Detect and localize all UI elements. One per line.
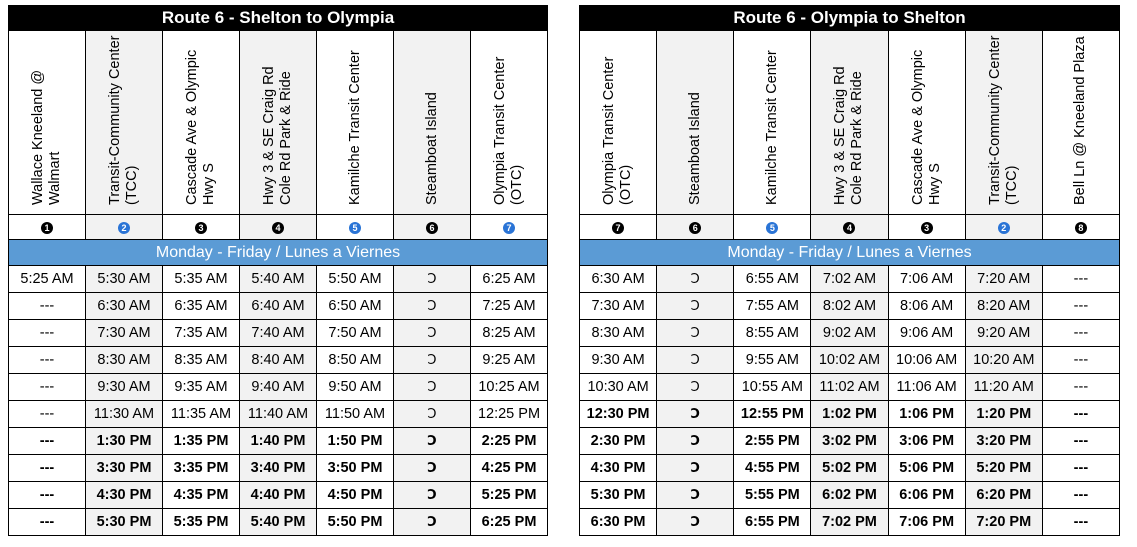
time-cell: 1:20 PM <box>965 401 1042 428</box>
time-cell: 2:55 PM <box>734 428 811 455</box>
stop-header <box>163 31 240 215</box>
time-cell: 10:02 AM <box>811 347 888 374</box>
stop-number-cell <box>811 215 888 240</box>
stop-number-cell <box>394 215 471 240</box>
time-cell: 7:02 AM <box>811 266 888 293</box>
time-cell: 11:02 AM <box>811 374 888 401</box>
time-cell: 3:50 PM <box>317 455 394 482</box>
time-cell: --- <box>9 482 86 509</box>
time-cell: 8:55 AM <box>734 320 811 347</box>
stop-name: Olympia Transit Center (OTC) <box>601 56 635 205</box>
time-cell: 6:02 PM <box>811 482 888 509</box>
time-cell: 11:35 AM <box>163 401 240 428</box>
table-row <box>9 374 548 401</box>
table-title: Route 6 - Olympia to Shelton <box>580 6 1120 31</box>
time-cell: 7:40 AM <box>240 320 317 347</box>
stop-name: Hwy 3 & SE Craig Rd Cole Rd Park & Ride <box>261 66 294 205</box>
flag-stop-symbol: Ↄ <box>394 509 471 536</box>
stop-name: Steamboat Island <box>423 92 440 205</box>
time-cell: 5:40 AM <box>240 266 317 293</box>
table-row <box>580 482 1120 509</box>
time-cell: 8:50 AM <box>317 347 394 374</box>
table-row <box>9 293 548 320</box>
stop-header <box>734 31 811 215</box>
table-row <box>580 428 1120 455</box>
time-cell: 10:55 AM <box>734 374 811 401</box>
stop-number-badge: 7 <box>612 222 624 234</box>
flag-stop-symbol: Ↄ <box>657 374 734 401</box>
time-cell: 11:30 AM <box>86 401 163 428</box>
stop-number-badge: 1 <box>41 222 53 234</box>
table-row <box>9 455 548 482</box>
time-cell: 1:02 PM <box>811 401 888 428</box>
table-row <box>580 320 1120 347</box>
time-cell: 12:30 PM <box>580 401 657 428</box>
time-cell: 5:30 AM <box>86 266 163 293</box>
time-cell: 8:30 AM <box>580 320 657 347</box>
time-cell: 9:35 AM <box>163 374 240 401</box>
time-cell: 6:40 AM <box>240 293 317 320</box>
time-cell: 5:06 PM <box>888 455 965 482</box>
time-cell: 5:55 PM <box>734 482 811 509</box>
time-cell: --- <box>1042 374 1119 401</box>
time-cell: 2:25 PM <box>471 428 548 455</box>
stop-header <box>86 31 163 215</box>
time-cell: 7:06 PM <box>888 509 965 536</box>
table-row <box>9 320 548 347</box>
flag-stop-symbol: Ↄ <box>657 455 734 482</box>
time-cell: --- <box>9 374 86 401</box>
time-cell: 9:55 AM <box>734 347 811 374</box>
time-cell: 3:06 PM <box>888 428 965 455</box>
time-cell: 5:25 PM <box>471 482 548 509</box>
time-cell: 5:25 AM <box>9 266 86 293</box>
time-cell: 5:20 PM <box>965 455 1042 482</box>
stop-number-cell <box>317 215 394 240</box>
time-cell: --- <box>1042 455 1119 482</box>
time-cell: 9:50 AM <box>317 374 394 401</box>
stop-number-badge: 4 <box>843 222 855 234</box>
time-cell: 7:20 AM <box>965 266 1042 293</box>
flag-stop-symbol: Ↄ <box>657 293 734 320</box>
time-cell: 6:20 PM <box>965 482 1042 509</box>
time-cell: 1:30 PM <box>86 428 163 455</box>
stop-name: Bell Ln @ Kneeland Plaza <box>1072 36 1089 205</box>
time-cell: 6:25 PM <box>471 509 548 536</box>
schedule-table-olympia-to-shelton <box>579 5 1120 536</box>
time-cell: 8:20 AM <box>965 293 1042 320</box>
time-cell: 6:55 PM <box>734 509 811 536</box>
time-cell: 10:25 AM <box>471 374 548 401</box>
time-cell: 12:25 PM <box>471 401 548 428</box>
time-cell: 6:25 AM <box>471 266 548 293</box>
flag-stop-symbol: Ↄ <box>657 401 734 428</box>
time-cell: 10:20 AM <box>965 347 1042 374</box>
stop-number-cell <box>86 215 163 240</box>
time-cell: 9:40 AM <box>240 374 317 401</box>
stop-number-badge: 6 <box>689 222 701 234</box>
stop-number-cell <box>734 215 811 240</box>
time-cell: --- <box>1042 320 1119 347</box>
stop-number-badge: 7 <box>503 222 515 234</box>
stop-header <box>580 31 657 215</box>
time-cell: 4:35 PM <box>163 482 240 509</box>
time-cell: 6:50 AM <box>317 293 394 320</box>
time-cell: 8:02 AM <box>811 293 888 320</box>
table-row <box>9 482 548 509</box>
time-cell: 7:55 AM <box>734 293 811 320</box>
time-cell: 5:40 PM <box>240 509 317 536</box>
time-cell: --- <box>1042 428 1119 455</box>
time-cell: 4:25 PM <box>471 455 548 482</box>
flag-stop-symbol: Ↄ <box>657 347 734 374</box>
time-cell: 3:02 PM <box>811 428 888 455</box>
stop-name: Hwy 3 & SE Craig Rd Cole Rd Park & Ride <box>832 66 866 205</box>
time-cell: 11:20 AM <box>965 374 1042 401</box>
stop-header <box>1042 31 1119 215</box>
stop-number-cell <box>163 215 240 240</box>
table-row <box>9 266 548 293</box>
stop-header <box>471 31 548 215</box>
time-cell: --- <box>9 428 86 455</box>
time-cell: 5:30 PM <box>580 482 657 509</box>
time-cell: 1:40 PM <box>240 428 317 455</box>
time-cell: 8:35 AM <box>163 347 240 374</box>
time-cell: 8:40 AM <box>240 347 317 374</box>
time-cell: 9:06 AM <box>888 320 965 347</box>
time-cell: 5:35 AM <box>163 266 240 293</box>
stop-name: Transit-Community Center (TCC) <box>986 35 1020 205</box>
time-cell: 8:25 AM <box>471 320 548 347</box>
time-cell: 9:30 AM <box>86 374 163 401</box>
time-cell: 3:30 PM <box>86 455 163 482</box>
table-row <box>580 293 1120 320</box>
time-cell: 10:30 AM <box>580 374 657 401</box>
flag-stop-symbol: Ↄ <box>394 482 471 509</box>
time-cell: 1:06 PM <box>888 401 965 428</box>
time-cell: 7:20 PM <box>965 509 1042 536</box>
flag-stop-symbol: Ↄ <box>657 482 734 509</box>
time-cell: 6:30 PM <box>580 509 657 536</box>
time-cell: 10:06 AM <box>888 347 965 374</box>
time-cell: 5:50 AM <box>317 266 394 293</box>
time-cell: 7:25 AM <box>471 293 548 320</box>
stop-number-cell <box>9 215 86 240</box>
days-label: Monday - Friday / Lunes a Viernes <box>9 240 548 266</box>
stop-number-badge: 5 <box>349 222 361 234</box>
flag-stop-symbol: Ↄ <box>394 401 471 428</box>
stop-name: Steamboat Island <box>686 92 703 205</box>
time-cell: --- <box>1042 293 1119 320</box>
time-cell: 7:35 AM <box>163 320 240 347</box>
stop-header <box>9 31 86 215</box>
time-cell: 6:55 AM <box>734 266 811 293</box>
table-title: Route 6 - Shelton to Olympia <box>9 6 548 31</box>
time-cell: 3:35 PM <box>163 455 240 482</box>
flag-stop-symbol: Ↄ <box>657 509 734 536</box>
time-cell: --- <box>9 509 86 536</box>
time-cell: --- <box>9 293 86 320</box>
stop-header <box>811 31 888 215</box>
flag-stop-symbol: Ↄ <box>394 320 471 347</box>
time-cell: 1:35 PM <box>163 428 240 455</box>
stop-number-cell <box>1042 215 1119 240</box>
time-cell: --- <box>9 320 86 347</box>
table-row <box>9 428 548 455</box>
flag-stop-symbol: Ↄ <box>394 266 471 293</box>
stop-number-badge: 4 <box>272 222 284 234</box>
stop-name: Wallace Kneeland @ Walmart <box>30 69 63 205</box>
time-cell: 3:40 PM <box>240 455 317 482</box>
stop-header <box>317 31 394 215</box>
time-cell: 11:40 AM <box>240 401 317 428</box>
stop-name: Kamilche Transit Center <box>346 50 363 205</box>
stop-number-cell <box>965 215 1042 240</box>
stop-number-cell <box>657 215 734 240</box>
time-cell: --- <box>9 401 86 428</box>
time-cell: 6:30 AM <box>86 293 163 320</box>
stop-number-badge: 3 <box>921 222 933 234</box>
flag-stop-symbol: Ↄ <box>394 347 471 374</box>
time-cell: --- <box>1042 509 1119 536</box>
time-cell: 9:25 AM <box>471 347 548 374</box>
time-cell: --- <box>1042 482 1119 509</box>
time-cell: 8:06 AM <box>888 293 965 320</box>
time-cell: 6:30 AM <box>580 266 657 293</box>
stop-header <box>394 31 471 215</box>
time-cell: --- <box>1042 347 1119 374</box>
table-row <box>580 401 1120 428</box>
time-cell: 4:50 PM <box>317 482 394 509</box>
time-cell: 6:35 AM <box>163 293 240 320</box>
schedule-table-shelton-to-olympia <box>8 5 548 536</box>
stop-name: Transit-Community Center (TCC) <box>107 35 140 205</box>
stop-number-badge: 2 <box>118 222 130 234</box>
flag-stop-symbol: Ↄ <box>657 320 734 347</box>
time-cell: --- <box>1042 401 1119 428</box>
table-row <box>580 347 1120 374</box>
time-cell: 9:02 AM <box>811 320 888 347</box>
time-cell: 4:30 PM <box>580 455 657 482</box>
stop-number-cell <box>580 215 657 240</box>
time-cell: 5:50 PM <box>317 509 394 536</box>
stop-header <box>240 31 317 215</box>
time-cell: --- <box>9 347 86 374</box>
stop-name: Cascade Ave & Olympic Hwy S <box>909 49 943 205</box>
time-cell: 5:30 PM <box>86 509 163 536</box>
stop-header <box>657 31 734 215</box>
time-cell: 1:50 PM <box>317 428 394 455</box>
time-cell: 4:55 PM <box>734 455 811 482</box>
time-cell: 6:06 PM <box>888 482 965 509</box>
stop-number-badge: 2 <box>998 222 1010 234</box>
stop-name: Kamilche Transit Center <box>763 50 780 205</box>
stop-number-badge: 6 <box>426 222 438 234</box>
stop-number-cell <box>240 215 317 240</box>
table-row <box>580 266 1120 293</box>
time-cell: 4:30 PM <box>86 482 163 509</box>
time-cell: 4:40 PM <box>240 482 317 509</box>
flag-stop-symbol: Ↄ <box>394 428 471 455</box>
time-cell: 7:02 PM <box>811 509 888 536</box>
time-cell: 2:30 PM <box>580 428 657 455</box>
stop-number-cell <box>888 215 965 240</box>
table-row <box>580 455 1120 482</box>
time-cell: 11:50 AM <box>317 401 394 428</box>
stop-name: Cascade Ave & Olympic Hwy S <box>184 49 217 205</box>
time-cell: 8:30 AM <box>86 347 163 374</box>
time-cell: 5:02 PM <box>811 455 888 482</box>
time-cell: 7:50 AM <box>317 320 394 347</box>
time-cell: --- <box>9 455 86 482</box>
time-cell: 9:30 AM <box>580 347 657 374</box>
time-cell: 7:06 AM <box>888 266 965 293</box>
time-cell: 12:55 PM <box>734 401 811 428</box>
days-label: Monday - Friday / Lunes a Viernes <box>580 240 1120 266</box>
flag-stop-symbol: Ↄ <box>394 374 471 401</box>
table-row <box>9 401 548 428</box>
stop-header <box>965 31 1042 215</box>
flag-stop-symbol: Ↄ <box>657 428 734 455</box>
table-row <box>9 347 548 374</box>
stop-name: Olympia Transit Center (OTC) <box>492 56 525 205</box>
table-row <box>580 374 1120 401</box>
stop-number-cell <box>471 215 548 240</box>
stop-number-badge: 3 <box>195 222 207 234</box>
time-cell: --- <box>1042 266 1119 293</box>
stop-number-badge: 5 <box>766 222 778 234</box>
table-row <box>580 509 1120 536</box>
flag-stop-symbol: Ↄ <box>394 455 471 482</box>
time-cell: 5:35 PM <box>163 509 240 536</box>
table-row <box>9 509 548 536</box>
time-cell: 3:20 PM <box>965 428 1042 455</box>
time-cell: 9:20 AM <box>965 320 1042 347</box>
time-cell: 11:06 AM <box>888 374 965 401</box>
time-cell: 7:30 AM <box>86 320 163 347</box>
time-cell: 7:30 AM <box>580 293 657 320</box>
stop-header <box>888 31 965 215</box>
flag-stop-symbol: Ↄ <box>657 266 734 293</box>
flag-stop-symbol: Ↄ <box>394 293 471 320</box>
stop-number-badge: 8 <box>1075 222 1087 234</box>
